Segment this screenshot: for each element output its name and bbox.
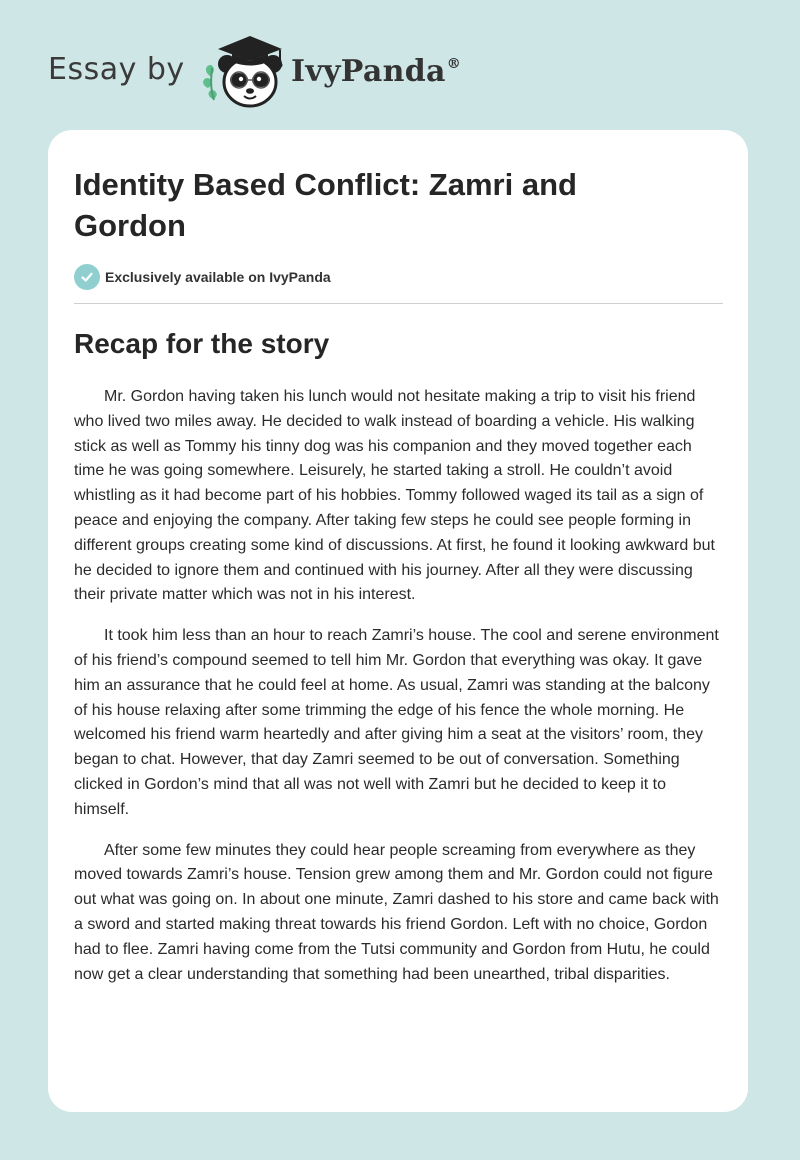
article-title: Identity Based Conflict: Zamri and Gordon (74, 167, 577, 243)
brand-name[interactable] (291, 54, 460, 89)
ivypanda-logo[interactable] (200, 32, 290, 110)
checkmark-icon (74, 264, 100, 290)
brand-name-text: IvyPanda (291, 54, 446, 89)
essay-by-label: Essay by (48, 52, 185, 87)
paragraph: After some few minutes they could hear people screaming from everywhere as they moved towards Zamri’s house. Tension grew among them and Mr. Gordon could not figure out what was going on. In about one minute, Zamri dashed to his store and came back with a sword and started making threat towards his friend Gordon. Left with no choice, Gordon had to flee. Zamri having come from the Tutsi community and Gordon from Hutu, he could now get a clear understanding that something had been unearthed, tribal disparities. (74, 841, 719, 983)
section-heading: Recap for the story (74, 328, 330, 359)
paragraph: Mr. Gordon having taken his lunch would not hesitate making a trip to visit his friend who lived two miles away. He decided to walk instead of boarding a vehicle. His walking stick as well as Tommy his tinny dog was his companion and they moved together each time he was going somewhere. Leisurely, he started taking a stroll. He couldn’t avoid whistling as it had become part of his hobbies. Tommy followed waged its tail as a sign of peace and enjoying the company. After taking few steps he could see people forming in different groups creating some kind of discussions. At first, he found it looking awkward but he decided to ignore them and continued with his journey. After all they were discussing their private matter which was not in his interest. (74, 388, 715, 604)
site-header (48, 30, 748, 110)
exclusive-label: Exclusively available on IvyPanda (105, 269, 331, 285)
article-body (74, 385, 724, 1003)
divider (74, 303, 723, 304)
registered-mark: ® (446, 56, 462, 72)
panda-logo-icon (200, 32, 290, 110)
paragraph: It took him less than an hour to reach Zamri’s house. The cool and serene environment of his friend’s compound seemed to tell him Mr. Gordon that everything was okay. It gave him an assurance that he could feel at home. As usual, Zamri was standing at the balcony of his house relaxing after some trimming the edge of his fence the whole morning. He welcomed his friend warm heartedly and after giving him a seat at the visitors’ room, they began to chat. However, that day Zamri seemed to be out of conversation. Something clicked in Gordon’s mind that all was not well with Zamri but he decided to keep it to himself. (74, 627, 719, 818)
article-card (48, 130, 748, 1112)
exclusive-badge (74, 264, 331, 290)
